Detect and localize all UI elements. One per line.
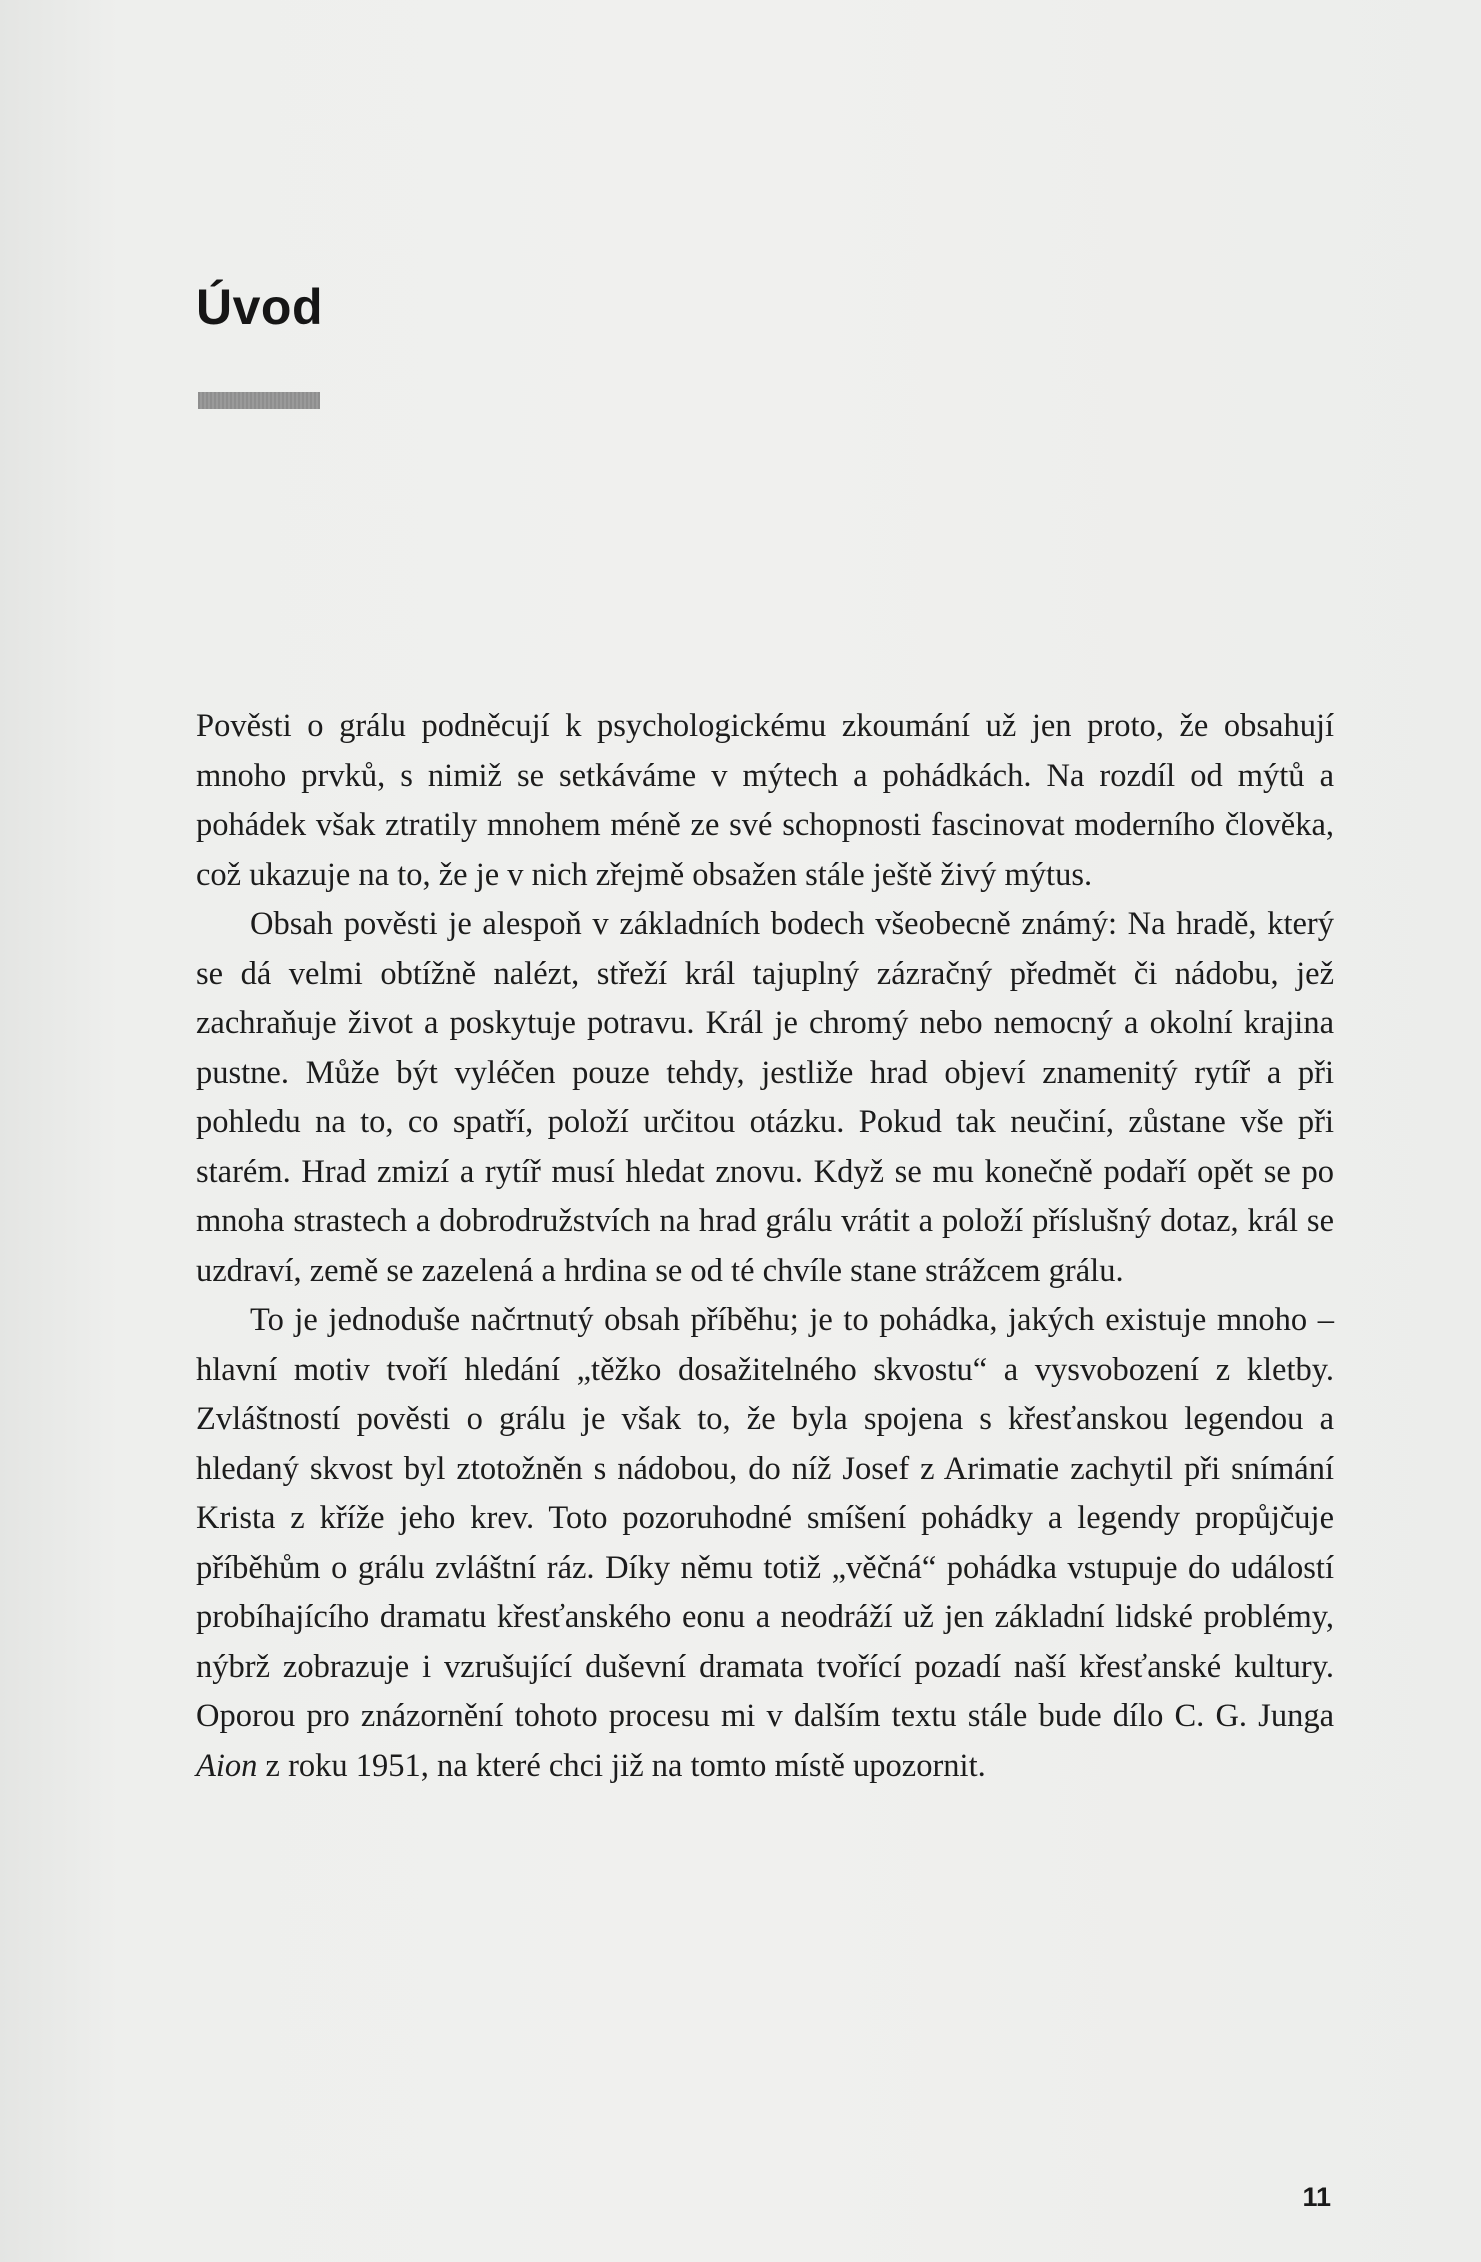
paragraph-1: Pověsti o grálu podněcují k psychologickému zkoumání už jen proto, že obsahují mnoho prvků, s nimiž se setkáváme v mýtech a pohádkách. Na rozdíl od mýtů a pohádek však ztratily mnohem méně ze své schopnosti fascinovat moderního člověka, což ukazuje na to, že je v nich zřejmě obsažen stále ještě živý mýtus.	[196, 708, 1334, 893]
book-title-aion: Aion	[196, 1747, 258, 1784]
paragraph-3-text-end: z roku 1951, na které chci již na tomto místě upozornit.	[257, 1747, 986, 1784]
paragraph-2: Obsah pověsti je alespoň v základních bodech všeobecně známý: Na hradě, který se dá velmi obtížně nalézt, střeží král tajuplný zázračný předmět či nádobu, jež zachraňuje život a poskytuje potravu. Král je chromý nebo nemocný a okolní krajina pustne. Může být vyléčen pouze tehdy, jestliže hrad objeví znamenitý rytíř a při pohledu na to, co spatří, položí určitou otázku. Pokud tak neučiní, zůstane vše při starém. Hrad zmizí a rytíř musí hledat znovu. Když se mu konečně podaří opět se po mnoha strastech a dobrodružstvích na hrad grálu vrátit a položí příslušný dotaz, král se uzdraví, země se zazelená a hrdina se od té chvíle stane strážcem grálu.	[196, 906, 1334, 1289]
chapter-heading: Úvod	[196, 279, 323, 335]
paragraph-3-text-start: To je jednoduše načrtnutý obsah příběhu; je to pohádka, jakých existuje mnoho – hlavní motiv tvoří hledání „těžko dosažitelného skvostu“ a vysvobození z kletby. Zvláštností pověsti o grálu je však to, že byla spojena s křesťanskou legendou a hledaný skvost byl ztotožněn s nádobou, do níž Josef z Arimatie zachytil při snímání Krista z kříže jeho krev. Toto pozoruhodné smíšení pohádky a legendy propůjčuje příběhům o grálu zvláštní ráz. Díky němu totiž „věčná“ pohádka vstupuje do událostí probíhajícího dramatu křesťanského eonu a neodráží už jen základní lidské problémy, nýbrž zobrazuje i vzrušující duševní dramata tvořící pozadí naší křesťanské kultury. Oporou pro znázornění tohoto procesu mi v dalším textu stále bude dílo C. G. Junga	[196, 1302, 1334, 1734]
chapter-body	[196, 702, 1334, 1791]
page-number: 11	[1302, 2182, 1331, 2212]
paragraph-3	[196, 1296, 1334, 1791]
heading-underline-bar	[198, 392, 320, 409]
